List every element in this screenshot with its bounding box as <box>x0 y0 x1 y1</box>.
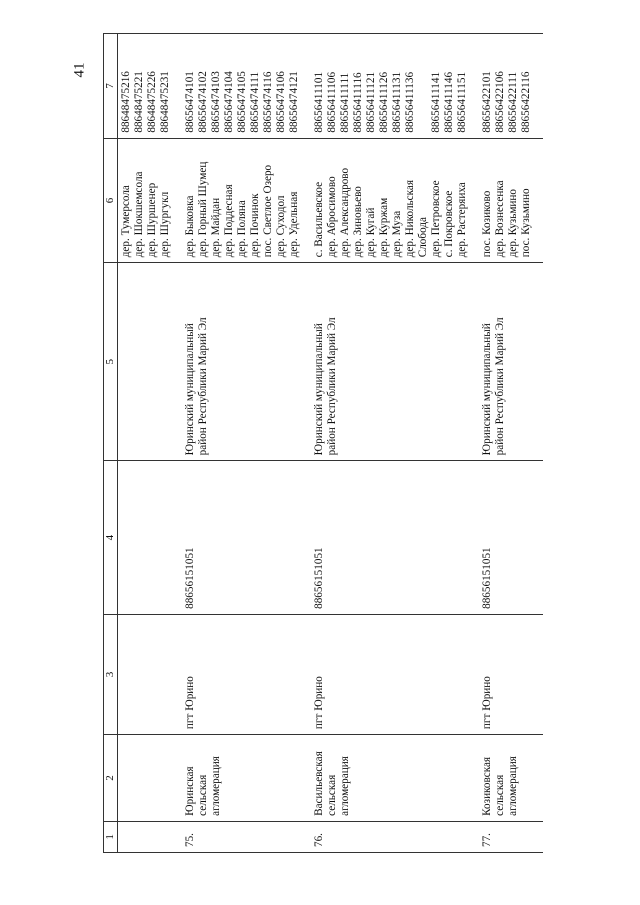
settlement-codes-line: 88656422101 <box>481 71 493 133</box>
center-code <box>118 461 183 615</box>
column-number: 1 <box>104 821 118 852</box>
settlement-list-line: пос. Кузьмино <box>520 188 532 258</box>
settlement-list <box>118 138 183 263</box>
row-number <box>118 821 183 852</box>
settlement-list-line: дер. Поляна <box>236 200 248 258</box>
settlement-list-line: дер. Шуршенер <box>146 182 158 258</box>
center-settlement-text: пгт Юрино <box>481 676 493 730</box>
settlement-codes-line: 88656411111 <box>339 72 351 133</box>
column-number: 4 <box>104 461 118 615</box>
agglomeration-name-line: агломерация <box>210 756 222 816</box>
table-row <box>479 34 543 853</box>
settlement-codes-line: 88656422106 <box>494 71 506 133</box>
settlement-codes-line: 88656474104 <box>223 71 235 133</box>
settlement-list-line: дер. Тумерсола <box>120 185 132 258</box>
settlement-codes-line: 88648475216 <box>120 71 132 133</box>
center-settlement <box>182 614 311 734</box>
settlement-codes <box>118 34 183 139</box>
agglomeration-name <box>118 735 183 822</box>
center-code-text <box>120 466 133 609</box>
agglomeration-name-line: сельская <box>197 774 209 816</box>
municipal-district-line: Юринский муниципальный <box>481 323 493 456</box>
settlement-codes-line: 88656422116 <box>520 71 532 133</box>
row-number <box>479 821 543 852</box>
center-settlement-text: пгт Юрино <box>184 676 196 730</box>
row-number-text: 75. <box>184 833 196 847</box>
settlement-list-line: дер. Удельная <box>288 191 300 258</box>
municipal-district-line: район Республики Марий Эл <box>197 317 209 456</box>
settlement-list-line: дер. Горный Шумец <box>197 161 209 258</box>
column-number: 3 <box>104 614 118 734</box>
center-settlement-text <box>120 620 133 729</box>
settlement-codes-line: 88656474116 <box>262 71 274 133</box>
center-settlement <box>479 614 543 734</box>
settlement-list-line: дер. Вознесенка <box>494 180 506 258</box>
settlement-codes-line: 88656411131 <box>391 71 403 133</box>
settlement-codes-line: 88656411101 <box>313 71 325 133</box>
settlement-list <box>182 138 311 263</box>
settlement-codes-line: 88648475221 <box>133 71 145 133</box>
settlement-codes-line: 88648475226 <box>146 71 158 133</box>
settlement-codes-line: 88648475231 <box>159 71 171 133</box>
settlement-list-line: дер. Зиновьево <box>352 186 364 258</box>
center-code <box>479 461 543 615</box>
settlement-list-line: дер. Растеряиха <box>456 182 468 258</box>
center-settlement <box>311 614 479 734</box>
agglomeration-name <box>311 735 479 822</box>
settlement-list-line: дер. Шургукл <box>159 191 171 258</box>
settlement-list-line: дер. Поддесная <box>223 184 235 258</box>
settlement-list-line: с. Васильевское <box>313 181 325 258</box>
settlement-codes-line: 88656411126 <box>378 71 390 133</box>
settlement-codes-line: 88656411121 <box>365 71 377 133</box>
agglomeration-name-line: агломерация <box>339 756 351 816</box>
center-code <box>311 461 479 615</box>
settlement-list-line: пос. Светлое Озеро <box>262 164 274 258</box>
center-code <box>182 461 311 615</box>
settlement-list-line: дер. Кугай <box>365 207 377 258</box>
settlement-codes-line: 88656474103 <box>210 71 222 133</box>
settlement-list-line: дер. Майдан <box>210 197 222 258</box>
agglomeration-name-line: сельская <box>494 774 506 816</box>
settlement-codes-line: 88656474111 <box>249 71 261 133</box>
page-number: 41 <box>71 62 88 78</box>
row-number-text <box>120 827 133 847</box>
settlement-list-line: дер. Муза <box>391 210 403 258</box>
column-number-row <box>104 34 118 853</box>
center-code-text: 88656151051 <box>184 547 196 609</box>
center-settlement-text: пгт Юрино <box>313 676 325 730</box>
settlement-codes-line: 88656411136 <box>404 71 416 133</box>
municipal-district-line: Юринский муниципальный <box>184 323 196 456</box>
center-code-text: 88656151051 <box>481 547 493 609</box>
municipal-district <box>118 263 183 461</box>
center-code-text: 88656151051 <box>313 547 325 609</box>
agglomeration-table <box>103 33 543 853</box>
settlement-codes <box>311 34 479 139</box>
agglomeration-name <box>479 735 543 822</box>
settlement-codes-line: 88656474121 <box>288 71 300 133</box>
settlement-codes-line: 88656411141 <box>430 71 442 133</box>
settlement-codes-line: 88656422111 <box>507 71 519 133</box>
settlement-codes-line: 88656474105 <box>236 71 248 133</box>
settlement-list-line: дер. Суходол <box>275 195 287 258</box>
municipal-district-line: район Республики Марий Эл <box>494 317 506 456</box>
settlement-list <box>311 138 479 263</box>
settlement-list-line: дер. Шокшемсола <box>133 171 145 258</box>
center-settlement <box>118 614 183 734</box>
settlement-list-line: Слобода <box>417 217 429 258</box>
municipal-district <box>479 263 543 461</box>
settlement-list-line: дер. Никольская <box>404 180 416 258</box>
agglomeration-name-line: Васильевская <box>313 751 325 816</box>
municipal-district <box>311 263 479 461</box>
settlement-codes-line: 88656411116 <box>352 72 364 133</box>
settlement-list-line: дер. Починок <box>249 193 261 258</box>
agglomeration-name-line: агломерация <box>507 756 519 816</box>
settlement-list-line: с. Покровское <box>443 190 455 258</box>
settlement-list-line: дер. Кузьмино <box>507 189 519 258</box>
table-container <box>103 0 543 853</box>
settlement-list-line: пос. Козиково <box>481 190 493 258</box>
settlement-list-line: дер. Быковка <box>184 195 196 258</box>
municipal-district-line: Юринский муниципальный <box>313 323 325 456</box>
row-number-text: 76. <box>313 833 325 847</box>
settlement-codes-line <box>417 39 430 133</box>
settlement-codes <box>479 34 543 139</box>
municipal-district-line: район Республики Марий Эл <box>326 317 338 456</box>
settlement-list-line: дер. Куржам <box>378 197 390 258</box>
settlement-list-line: дер. Петровское <box>430 180 442 258</box>
municipal-district <box>182 263 311 461</box>
settlement-list-line: дер. Александрово <box>339 167 351 258</box>
column-number: 2 <box>104 735 118 822</box>
column-number: 7 <box>104 34 118 139</box>
settlement-codes-line: 88656474101 <box>184 71 196 133</box>
agglomeration-name <box>182 735 311 822</box>
settlement-codes-line: 88656411106 <box>326 71 338 133</box>
column-number: 6 <box>104 138 118 263</box>
settlement-list <box>479 138 543 263</box>
table-row <box>118 34 183 853</box>
table-row <box>182 34 311 853</box>
table-row <box>311 34 479 853</box>
settlement-codes-line: 88656474102 <box>197 71 209 133</box>
settlement-list-line: дер. Абросимово <box>326 176 338 258</box>
agglomeration-name-line: Юринская <box>184 766 196 816</box>
agglomeration-name-line: сельская <box>326 774 338 816</box>
settlement-codes-line: 88656474106 <box>275 71 287 133</box>
settlement-codes-line: 88656411146 <box>443 71 455 133</box>
row-number <box>311 821 479 852</box>
agglomeration-name-line: Козиковская <box>481 756 493 816</box>
settlement-codes-line: 88656411151 <box>456 71 468 133</box>
row-number-text: 77. <box>481 833 493 847</box>
column-number: 5 <box>104 263 118 461</box>
row-number <box>182 821 311 852</box>
settlement-codes <box>182 34 311 139</box>
